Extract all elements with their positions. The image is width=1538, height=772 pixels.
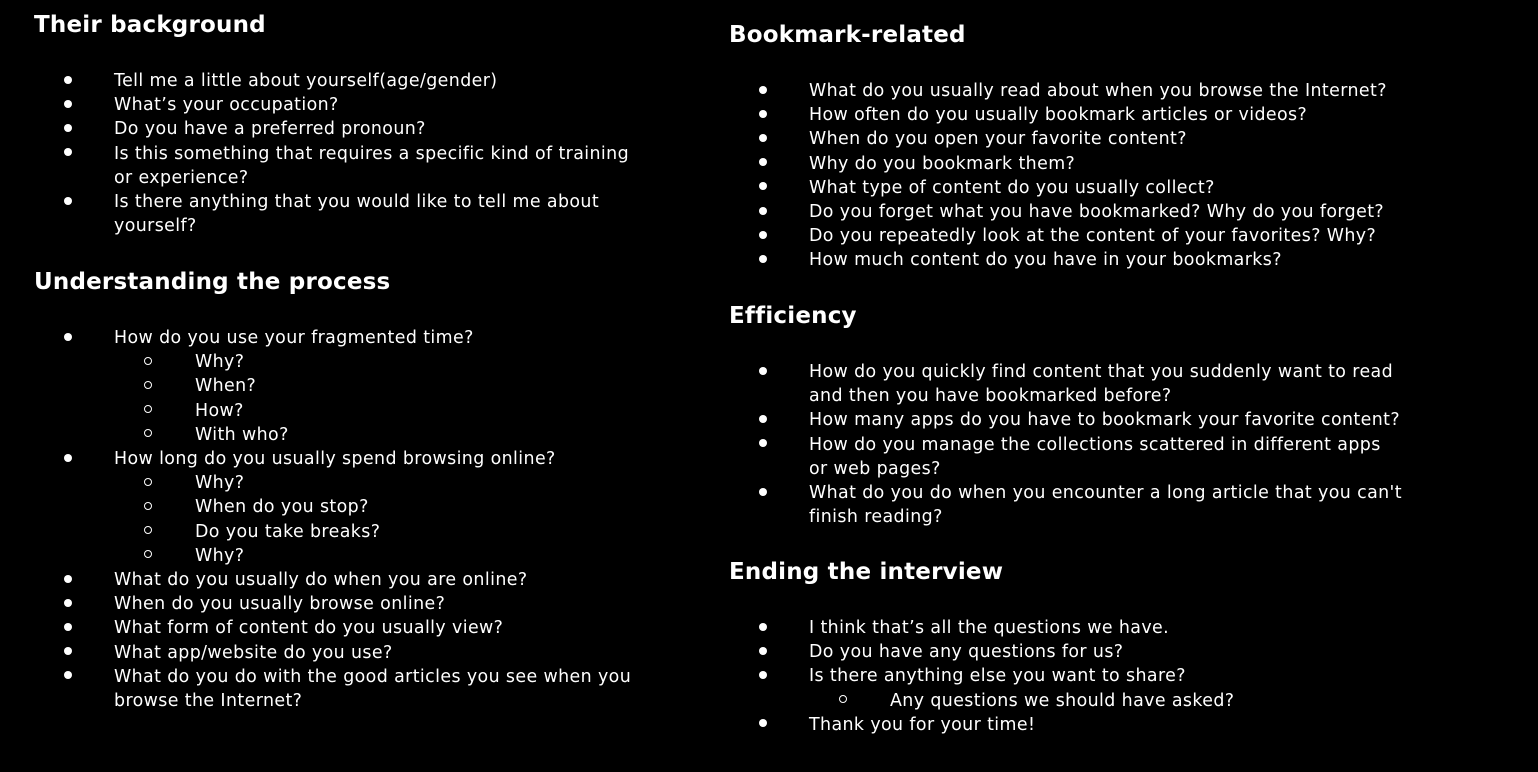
- bullet-icon: [757, 103, 769, 127]
- bullet-icon: [757, 481, 769, 505]
- question-text: I think that’s all the questions we have.: [809, 618, 1170, 638]
- sub-list-item: [34, 544, 631, 568]
- question-text: How do you use your fragmented time?: [114, 328, 474, 348]
- section-understanding-the-process: [34, 267, 390, 297]
- list-item: [729, 200, 1387, 224]
- list-item: [34, 641, 631, 665]
- list-item: [34, 190, 629, 238]
- question-text-line-1: What do you do when you encounter a long article that you can't: [809, 483, 1402, 504]
- bullet-icon: [757, 433, 769, 457]
- question-text: What do you usually do when you are online?: [114, 570, 528, 591]
- question-text: Do you have a preferred pronoun?: [114, 119, 426, 140]
- list-item: [729, 127, 1387, 151]
- question-text: Is there anything else you want to share?: [809, 666, 1186, 687]
- question-text-line-1: Is there anything that you would like to tell me about: [114, 192, 600, 213]
- question-text-line-1: Is this something that requires a specific kind of training: [114, 143, 630, 164]
- question-text: How?: [195, 400, 244, 421]
- question-text: Why?: [195, 473, 245, 494]
- hollow-bullet-icon: [142, 399, 154, 423]
- bullet-icon: [757, 152, 769, 176]
- hollow-bullet-icon: [142, 350, 154, 374]
- bullet-icon: [757, 79, 769, 103]
- sub-list-item: [729, 689, 1234, 713]
- list-item: [729, 103, 1387, 127]
- bullet-icon: [757, 408, 769, 432]
- list-item: [34, 69, 629, 93]
- list-item: [34, 616, 631, 640]
- bullet-icon: [62, 117, 74, 141]
- list-item: [729, 433, 1402, 481]
- bullet-icon: [62, 665, 74, 689]
- list-item: [34, 665, 631, 713]
- question-text-line-2: finish reading?: [809, 507, 943, 528]
- question-list-process: [34, 326, 631, 713]
- question-text: Why?: [195, 352, 245, 373]
- bullet-icon: [757, 200, 769, 224]
- list-item: [729, 713, 1234, 737]
- question-text: Why?: [195, 545, 245, 566]
- list-item: [729, 224, 1387, 248]
- bullet-icon: [757, 664, 769, 688]
- list-item: [34, 568, 631, 592]
- bullet-icon: [62, 69, 74, 93]
- question-text: Tell me a little about yourself(age/gender): [114, 71, 498, 91]
- section-title: Efficiency: [729, 303, 857, 329]
- question-text: Thank you for your time!: [809, 714, 1036, 735]
- hollow-bullet-icon: [142, 423, 154, 447]
- bullet-icon: [62, 568, 74, 592]
- question-text: What form of content do you usually view?: [114, 618, 504, 639]
- list-item: [34, 142, 629, 190]
- question-text: Do you repeatedly look at the content of your favorites? Why?: [809, 226, 1377, 247]
- bullet-icon: [757, 224, 769, 248]
- question-text: Any questions we should have asked?: [890, 690, 1235, 711]
- list-item: [729, 640, 1234, 664]
- question-list-efficiency: [729, 360, 1402, 529]
- list-item: [34, 326, 631, 350]
- bullet-icon: [62, 641, 74, 665]
- list-item: [34, 592, 631, 616]
- section-ending-the-interview: [729, 557, 1003, 587]
- list-item: [729, 152, 1387, 176]
- list-item: [729, 408, 1402, 432]
- question-text: Do you take breaks?: [195, 521, 381, 542]
- question-text: How many apps do you have to bookmark your favorite content?: [809, 410, 1401, 431]
- question-text-line-2: and then you have bookmarked before?: [809, 386, 1172, 407]
- question-text-line-2: browse the Internet?: [114, 691, 303, 712]
- question-text: When?: [195, 376, 257, 397]
- list-item: [729, 79, 1387, 103]
- question-text: How long do you usually spend browsing online?: [114, 449, 556, 470]
- question-list-ending: [729, 616, 1234, 737]
- question-text-line-2: or experience?: [114, 167, 249, 188]
- question-list-bookmark: [729, 79, 1387, 273]
- bullet-icon: [62, 616, 74, 640]
- section-title: Bookmark-related: [729, 22, 966, 48]
- question-text: When do you usually browse online?: [114, 594, 446, 615]
- question-text: What’s your occupation?: [114, 95, 339, 116]
- section-efficiency: [729, 301, 857, 331]
- sub-list-item: [34, 374, 631, 398]
- list-item: [34, 93, 629, 117]
- sub-list-item: [34, 471, 631, 495]
- section-bookmark-related: [729, 20, 966, 50]
- question-text: How often do you usually bookmark articles or videos?: [809, 105, 1308, 126]
- bullet-icon: [757, 360, 769, 384]
- section-title: Understanding the process: [34, 269, 391, 295]
- question-text: With who?: [195, 424, 289, 445]
- hollow-bullet-icon: [142, 495, 154, 519]
- sub-list-item: [34, 495, 631, 519]
- list-item: [729, 360, 1402, 408]
- question-text: When do you stop?: [195, 497, 369, 518]
- bullet-icon: [757, 176, 769, 200]
- section-their-background: [34, 10, 266, 40]
- bullet-icon: [757, 248, 769, 272]
- hollow-bullet-icon: [837, 689, 849, 713]
- bullet-icon: [62, 592, 74, 616]
- bullet-icon: [757, 127, 769, 151]
- question-list-background: [34, 69, 629, 238]
- question-text: What do you usually read about when you browse the Internet?: [809, 81, 1387, 101]
- question-text: Do you forget what you have bookmarked? Why do you forget?: [809, 202, 1385, 223]
- question-text: What type of content do you usually collect?: [809, 177, 1215, 198]
- section-title: Ending the interview: [729, 559, 1004, 585]
- hollow-bullet-icon: [142, 374, 154, 398]
- question-text: How much content do you have in your bookmarks?: [809, 250, 1282, 271]
- question-text: When do you open your favorite content?: [809, 129, 1187, 150]
- bullet-icon: [757, 616, 769, 640]
- list-item: [729, 481, 1402, 529]
- sub-list-item: [34, 399, 631, 423]
- bullet-icon: [62, 326, 74, 350]
- bullet-icon: [62, 447, 74, 471]
- sub-list-item: [34, 350, 631, 374]
- question-text-line-1: What do you do with the good articles you see when you: [114, 666, 632, 687]
- bullet-icon: [757, 713, 769, 737]
- question-text-line-2: yourself?: [114, 216, 197, 237]
- section-title: Their background: [34, 12, 266, 38]
- list-item: [729, 664, 1234, 688]
- sub-list-item: [34, 520, 631, 544]
- hollow-bullet-icon: [142, 544, 154, 568]
- list-item: [729, 248, 1387, 272]
- question-text-line-2: or web pages?: [809, 458, 941, 479]
- list-item: [34, 447, 631, 471]
- question-text: What app/website do you use?: [114, 642, 393, 663]
- question-text: Why do you bookmark them?: [809, 153, 1076, 174]
- bullet-icon: [757, 640, 769, 664]
- bullet-icon: [62, 93, 74, 117]
- hollow-bullet-icon: [142, 471, 154, 495]
- bullet-icon: [62, 142, 74, 166]
- question-text-line-1: How do you manage the collections scattered in different apps: [809, 434, 1381, 455]
- bullet-icon: [62, 190, 74, 214]
- question-text-line-1: How do you quickly find content that you suddenly want to read: [809, 362, 1394, 382]
- list-item: [729, 176, 1387, 200]
- hollow-bullet-icon: [142, 520, 154, 544]
- sub-list-item: [34, 423, 631, 447]
- list-item: [34, 117, 629, 141]
- list-item: [729, 616, 1234, 640]
- question-text: Do you have any questions for us?: [809, 642, 1124, 663]
